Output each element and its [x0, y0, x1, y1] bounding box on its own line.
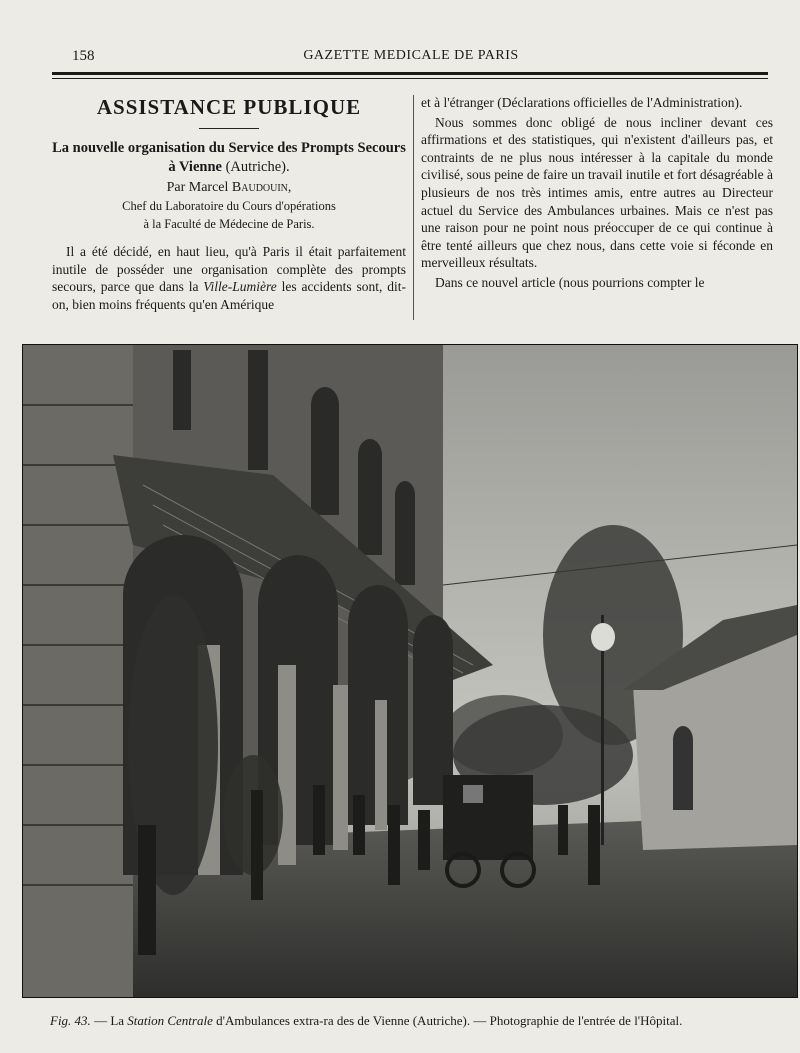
- photograph-drawing: [23, 345, 797, 997]
- left-paragraph-1-start: Il a été décidé, en haut lieu, qu'à Paris il était parfaitement inutile de posséder une organisation complète des prompts secours, parce que dans la: [52, 244, 406, 295]
- header-rule-thin: [52, 78, 768, 79]
- byline: [52, 178, 406, 197]
- article-title-paren: (Autriche).: [225, 159, 290, 175]
- section-title: ASSISTANCE PUBLIQUE: [96, 95, 362, 119]
- left-paragraph-1: [52, 243, 406, 313]
- right-paragraph-3: Dans ce nouvel article (nous pourrions compter le: [435, 274, 705, 290]
- left-paragraph-1-italic: Ville-Lumière: [203, 279, 277, 295]
- figure-caption: [50, 1013, 780, 1029]
- article-title: [52, 139, 406, 177]
- figure-dash: — La: [94, 1013, 125, 1028]
- column-divider: [413, 95, 414, 320]
- right-column: [421, 94, 773, 292]
- byline-prefix: Par Marcel: [166, 180, 229, 195]
- affiliation-line-2: à la Faculté de Médecine de Paris.: [143, 217, 315, 231]
- figure-label: Fig. 43.: [50, 1013, 91, 1028]
- photograph-ambulance-station: [22, 344, 798, 998]
- affiliation-line-1: Chef du Laboratoire du Cours d'opérations: [122, 199, 336, 213]
- figure-place: Station Centrale: [127, 1013, 213, 1028]
- right-paragraph-1: et à l'étranger (Déclarations officielles de l'Administration).: [421, 95, 743, 110]
- title-rule: [199, 128, 259, 129]
- author-name: Baudouin,: [231, 180, 292, 195]
- journal-title: GAZETTE MEDICALE DE PARIS: [303, 48, 519, 63]
- left-column: [52, 94, 406, 313]
- article-title-main: La nouvelle organisation du Service des Prompts Secours à Vienne: [52, 140, 406, 175]
- left-paragraph-1-end: les accidents sont, dit-on, bien moins fréquents qu'en Amérique: [52, 279, 406, 312]
- header-rule-thick: [52, 72, 768, 75]
- figure-caption-text: d'Ambulances extra-ra des de Vienne (Autriche). — Photographie de l'entrée de l'Hôpital.: [216, 1013, 683, 1028]
- page-number: 158: [72, 48, 95, 64]
- running-header: [55, 48, 767, 70]
- right-paragraph-2: Nous sommes donc obligé de nous incliner devant ces affirmations et des statistiques, qui n'existent d'ailleurs pas, et contraints de ne plus nous intéresser à la capitale du monde civilisé, sous peine de faire un travail inutile et fort désagréable à plusieurs de nos très intimes amis, entre autres au Directeur actuel du Service des Ambulances urbaines. Mais ce n'est pas une raison pour ne point nous préoccuper de ce qui continue à être tenté ailleurs que chez nous, dans cette voie si féconde en merveilleux résultats.: [421, 114, 773, 271]
